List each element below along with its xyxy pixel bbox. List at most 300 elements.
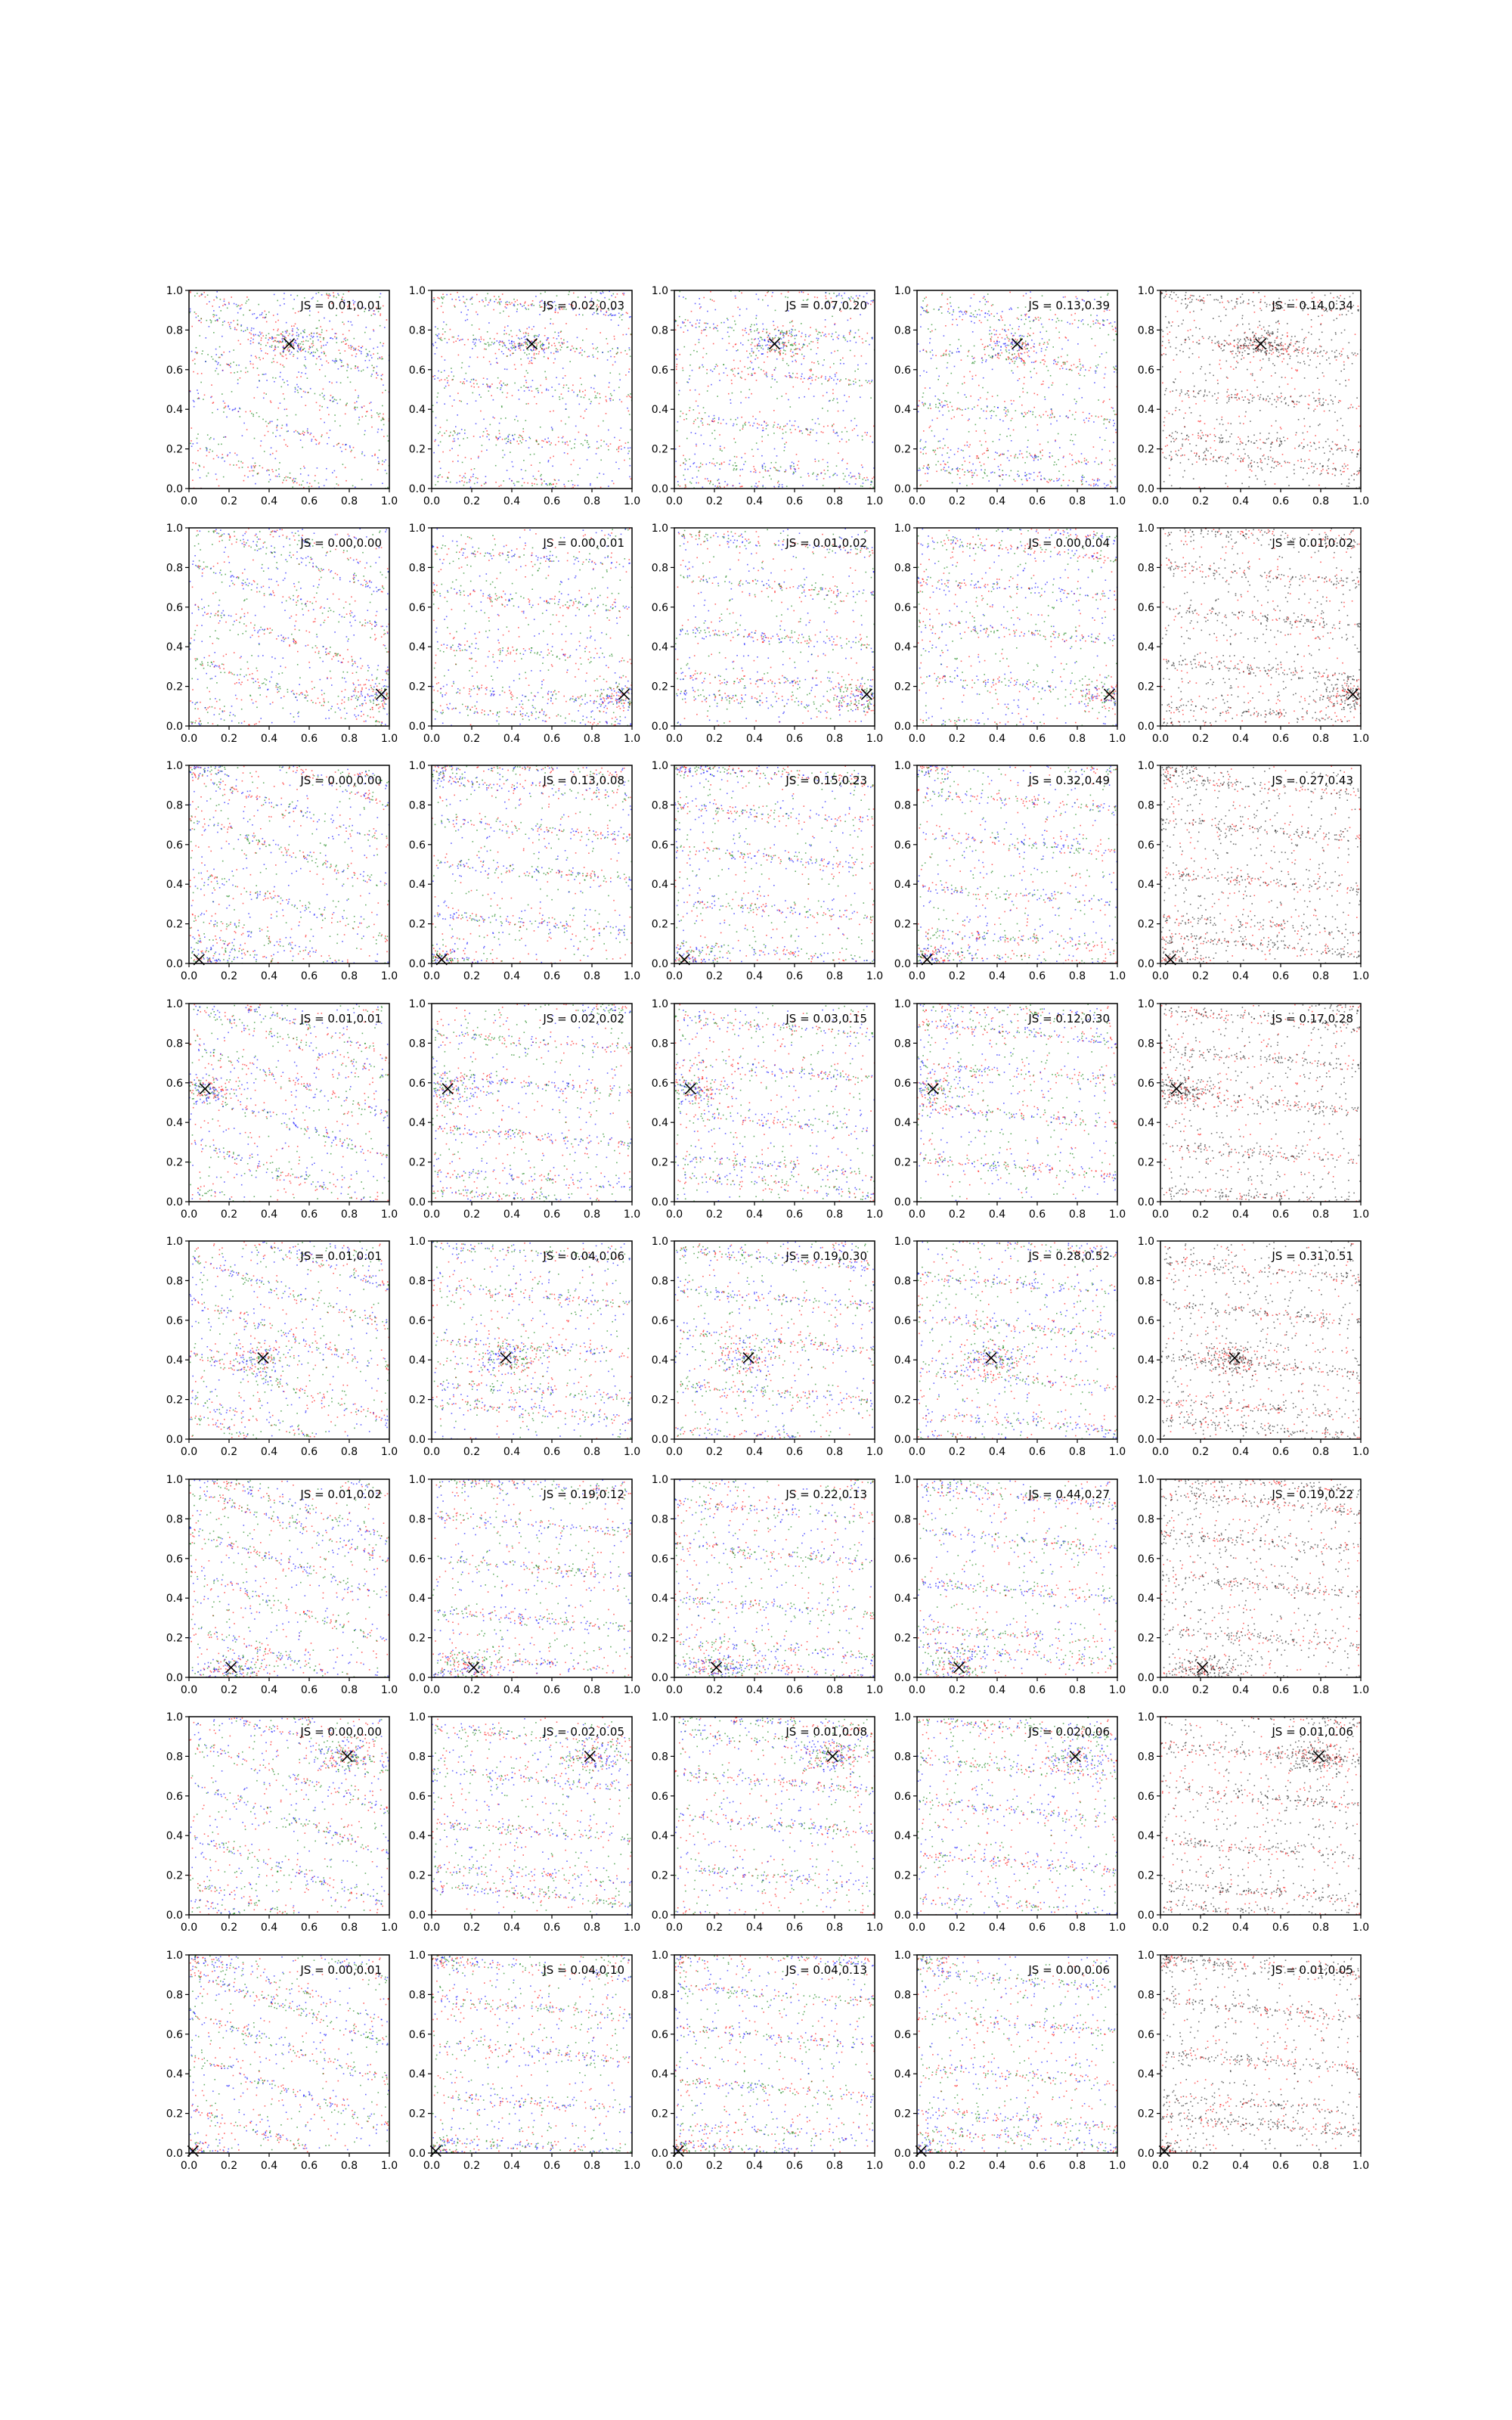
- point-blue: [609, 399, 611, 400]
- point-red: [852, 430, 854, 431]
- point-blue: [1079, 388, 1080, 389]
- point-blue: [837, 379, 838, 380]
- point-red: [282, 365, 284, 366]
- point-blue: [816, 476, 818, 477]
- point-blue: [508, 436, 510, 437]
- point-green: [467, 437, 469, 439]
- point-green: [1040, 343, 1041, 344]
- point-blue: [1046, 346, 1048, 348]
- point-red: [535, 343, 537, 344]
- point-red: [1109, 323, 1111, 324]
- point-blue: [270, 479, 271, 481]
- point-green: [732, 392, 733, 394]
- point-blue: [825, 377, 826, 378]
- point-red: [869, 383, 871, 384]
- point-red: [515, 301, 516, 302]
- point-red: [382, 374, 383, 376]
- point-blue: [593, 356, 594, 358]
- point-red: [479, 328, 480, 330]
- point-green: [233, 349, 234, 351]
- point-blue: [317, 467, 318, 469]
- point-blue: [682, 321, 683, 323]
- point-green: [211, 356, 212, 358]
- point-green: [948, 411, 950, 412]
- point-blue: [846, 401, 847, 402]
- point-green: [923, 453, 925, 455]
- point-blue: [701, 420, 702, 422]
- point-blue: [521, 345, 522, 346]
- point-blue: [801, 430, 802, 432]
- point-blue: [779, 470, 780, 472]
- point-green: [542, 343, 544, 344]
- point-green: [685, 458, 686, 460]
- point-green: [709, 483, 711, 485]
- point-green: [338, 295, 339, 296]
- point-blue: [748, 422, 750, 424]
- point-blue: [296, 335, 298, 337]
- point-red: [316, 358, 318, 360]
- point-red: [362, 416, 364, 417]
- point-blue: [344, 339, 345, 340]
- point-green: [589, 399, 590, 400]
- point-red: [734, 376, 736, 377]
- point-blue: [736, 350, 738, 352]
- point-green: [324, 353, 325, 355]
- point-blue: [599, 473, 600, 474]
- point-green: [934, 450, 936, 451]
- point-blue: [696, 327, 697, 328]
- point-blue: [210, 397, 212, 399]
- point-blue: [781, 347, 782, 349]
- point-blue: [866, 363, 867, 365]
- point-green: [962, 383, 963, 385]
- point-red: [200, 322, 202, 324]
- point-red: [277, 320, 279, 321]
- point-green: [1021, 479, 1023, 480]
- point-red: [1221, 460, 1222, 461]
- point-blue: [970, 306, 971, 307]
- point-blue: [827, 462, 829, 464]
- point-blue: [222, 458, 223, 459]
- point-red: [473, 383, 475, 385]
- point-green: [1016, 341, 1018, 343]
- point-red: [1015, 356, 1017, 358]
- point-green: [562, 343, 564, 345]
- point-blue: [759, 340, 761, 342]
- point-red: [521, 436, 522, 437]
- point-red: [773, 338, 775, 340]
- point-red: [1097, 478, 1098, 479]
- point-green: [629, 414, 631, 415]
- point-green: [749, 353, 751, 355]
- point-blue: [552, 428, 553, 430]
- point-red: [803, 292, 804, 293]
- point-blue: [283, 350, 284, 352]
- point-blue: [730, 399, 731, 401]
- point-blue: [776, 358, 778, 360]
- point-blue: [610, 313, 612, 315]
- point-blue: [979, 315, 981, 316]
- point-blue: [500, 384, 502, 386]
- point-green: [757, 348, 758, 349]
- point-green: [871, 381, 872, 383]
- point-blue: [630, 447, 631, 448]
- point-green: [334, 414, 336, 416]
- point-blue: [774, 448, 776, 450]
- point-green: [554, 332, 556, 334]
- y-tick-label: 0.0: [409, 483, 426, 495]
- point-red: [717, 325, 718, 327]
- point-red: [345, 337, 346, 339]
- point-green: [790, 406, 792, 408]
- point-green: [793, 466, 795, 467]
- point-blue: [1005, 474, 1007, 476]
- point-green: [288, 351, 290, 352]
- point-blue: [795, 420, 796, 422]
- point-green: [466, 299, 468, 300]
- point-red: [333, 292, 334, 293]
- point-blue: [493, 399, 494, 401]
- point-blue: [961, 449, 962, 451]
- point-blue: [365, 360, 367, 361]
- point-blue: [1050, 424, 1052, 425]
- point-red: [285, 337, 287, 339]
- point-red: [1010, 455, 1012, 457]
- point-blue: [696, 467, 698, 468]
- point-green: [782, 332, 783, 334]
- point-red: [1043, 381, 1044, 383]
- point-red: [557, 349, 559, 351]
- point-blue: [838, 335, 840, 337]
- point-red: [534, 354, 535, 355]
- point-green: [541, 348, 543, 349]
- point-red: [446, 430, 448, 432]
- point-red: [525, 346, 527, 348]
- point-blue: [556, 377, 557, 379]
- point-green: [321, 329, 323, 330]
- point-red: [614, 356, 615, 358]
- point-red: [623, 334, 624, 336]
- point-red: [981, 339, 982, 340]
- point-red: [280, 364, 281, 365]
- point-green: [1025, 340, 1027, 342]
- point-green: [476, 477, 477, 479]
- point-green: [959, 468, 961, 470]
- point-blue: [367, 354, 369, 355]
- point-green: [786, 346, 788, 347]
- point-blue: [611, 319, 612, 321]
- point-green: [723, 365, 724, 366]
- point-red: [1236, 325, 1238, 327]
- point-red: [1109, 399, 1111, 400]
- point-green: [496, 445, 497, 446]
- point-green: [536, 335, 538, 337]
- point-blue: [795, 471, 797, 473]
- point-blue: [925, 442, 927, 443]
- point-red: [777, 482, 779, 484]
- point-blue: [816, 440, 817, 442]
- point-green: [744, 424, 745, 425]
- point-green: [288, 347, 290, 349]
- point-blue: [840, 363, 841, 365]
- point-red: [767, 352, 769, 353]
- point-blue: [1062, 394, 1064, 396]
- point-green: [584, 440, 586, 442]
- point-red: [380, 315, 381, 316]
- point-blue: [1025, 345, 1027, 346]
- point-blue: [370, 402, 372, 403]
- point-blue: [291, 343, 293, 345]
- point-red: [977, 475, 978, 476]
- point-red: [608, 445, 609, 447]
- point-green: [352, 486, 354, 487]
- point-red: [1343, 349, 1344, 350]
- point-blue: [458, 335, 460, 337]
- point-green: [937, 407, 939, 408]
- point-red: [1198, 299, 1199, 301]
- point-green: [1076, 401, 1077, 402]
- point-blue: [300, 473, 302, 475]
- point-red: [931, 330, 933, 332]
- point-red: [441, 337, 442, 339]
- point-green: [499, 344, 500, 346]
- point-red: [728, 393, 730, 395]
- point-red: [1339, 400, 1340, 402]
- point-green: [505, 417, 507, 419]
- point-blue: [751, 348, 753, 349]
- point-green: [729, 336, 730, 337]
- point-blue: [1019, 336, 1021, 337]
- point-red: [498, 349, 500, 350]
- point-blue: [1070, 324, 1071, 325]
- point-blue: [1026, 293, 1027, 295]
- point-blue: [215, 349, 217, 350]
- point-green: [833, 399, 835, 400]
- point-red: [320, 326, 321, 327]
- point-blue: [810, 383, 812, 385]
- point-green: [526, 371, 528, 372]
- point-green: [231, 391, 233, 392]
- point-green: [1015, 454, 1017, 455]
- point-green: [779, 343, 780, 344]
- point-red: [1341, 351, 1343, 352]
- point-green: [506, 438, 507, 439]
- point-red: [807, 293, 809, 295]
- point-red: [483, 357, 485, 358]
- point-green: [1082, 475, 1083, 476]
- point-green: [781, 396, 782, 397]
- point-red: [1024, 343, 1026, 344]
- point-blue: [818, 338, 820, 340]
- point-red: [1358, 473, 1359, 475]
- point-red: [529, 361, 531, 362]
- point-red: [1231, 330, 1232, 331]
- point-red: [791, 355, 792, 357]
- point-green: [772, 337, 773, 339]
- point-blue: [251, 327, 253, 329]
- point-blue: [531, 360, 532, 361]
- point-green: [1017, 350, 1018, 352]
- point-red: [460, 339, 462, 340]
- js-annotation: JS = 0.01,0.01: [299, 299, 382, 312]
- point-red: [1084, 458, 1086, 460]
- point-blue: [971, 316, 972, 318]
- point-green: [850, 350, 851, 352]
- point-blue: [762, 468, 764, 470]
- point-blue: [286, 332, 287, 334]
- point-blue: [270, 454, 271, 455]
- point-red: [1175, 451, 1176, 452]
- point-green: [612, 399, 614, 401]
- point-red: [267, 353, 268, 355]
- point-red: [249, 411, 251, 412]
- point-blue: [586, 408, 587, 410]
- point-blue: [1022, 484, 1024, 486]
- point-blue: [451, 299, 453, 300]
- point-green: [818, 332, 820, 334]
- point-green: [866, 380, 867, 382]
- point-green: [1027, 392, 1028, 394]
- point-red: [302, 433, 303, 434]
- point-red: [433, 301, 435, 302]
- point-red: [1035, 317, 1036, 318]
- point-blue: [359, 350, 361, 352]
- point-red: [252, 470, 253, 472]
- point-red: [867, 333, 869, 334]
- point-blue: [767, 376, 768, 377]
- point-green: [525, 470, 527, 472]
- point-green: [1046, 349, 1047, 351]
- point-red: [628, 328, 630, 330]
- point-green: [755, 318, 757, 319]
- point-green: [925, 446, 926, 448]
- point-blue: [758, 338, 759, 340]
- point-green: [802, 346, 804, 348]
- point-red: [755, 470, 757, 471]
- point-red: [355, 368, 356, 369]
- point-green: [549, 483, 550, 485]
- point-green: [197, 315, 199, 317]
- point-blue: [841, 295, 843, 296]
- point-blue: [1049, 452, 1051, 454]
- point-blue: [1011, 333, 1012, 334]
- point-red: [1173, 359, 1175, 361]
- point-blue: [472, 348, 473, 349]
- point-green: [247, 371, 249, 373]
- point-blue: [735, 296, 736, 297]
- point-blue: [925, 312, 927, 313]
- point-blue: [742, 344, 744, 346]
- point-green: [813, 430, 814, 431]
- point-red: [1167, 445, 1168, 446]
- point-red: [1023, 361, 1024, 362]
- point-red: [265, 352, 267, 354]
- point-blue: [469, 479, 471, 480]
- point-red: [1235, 307, 1236, 309]
- point-green: [858, 330, 860, 331]
- point-blue: [614, 390, 615, 392]
- point-blue: [942, 455, 943, 456]
- point-blue: [597, 313, 599, 315]
- point-red: [259, 359, 261, 361]
- point-green: [227, 308, 228, 309]
- point-green: [751, 339, 753, 340]
- point-red: [1296, 404, 1297, 405]
- point-blue: [347, 367, 349, 368]
- point-blue: [476, 340, 477, 341]
- point-green: [1017, 458, 1018, 459]
- point-blue: [740, 402, 742, 404]
- point-blue: [374, 314, 376, 315]
- point-green: [771, 349, 773, 351]
- point-red: [222, 454, 223, 455]
- point-blue: [871, 482, 872, 483]
- point-green: [947, 462, 949, 464]
- point-blue: [1050, 414, 1052, 416]
- point-blue: [454, 441, 456, 442]
- point-blue: [324, 422, 325, 424]
- point-red: [584, 411, 586, 412]
- point-blue: [508, 441, 510, 442]
- point-blue: [317, 336, 318, 337]
- point-red: [925, 387, 926, 389]
- point-red: [975, 375, 977, 377]
- point-green: [985, 304, 987, 306]
- point-blue: [1033, 346, 1035, 348]
- point-green: [735, 462, 736, 464]
- point-red: [260, 348, 262, 349]
- point-green: [380, 296, 381, 298]
- point-blue: [280, 402, 281, 404]
- point-red: [494, 338, 495, 340]
- point-red: [351, 349, 352, 350]
- point-blue: [565, 404, 567, 405]
- point-green: [1024, 416, 1025, 417]
- point-green: [978, 309, 980, 311]
- x-tick-label: 0.6: [301, 495, 318, 507]
- point-blue: [531, 357, 533, 358]
- point-green: [630, 393, 631, 395]
- point-red: [273, 329, 274, 330]
- point-red: [978, 385, 980, 386]
- point-green: [530, 454, 531, 455]
- point-green: [264, 451, 265, 452]
- point-blue: [997, 407, 999, 408]
- point-blue: [784, 333, 785, 334]
- point-green: [923, 405, 925, 407]
- point-green: [782, 360, 784, 361]
- point-blue: [225, 436, 226, 438]
- point-green: [1022, 344, 1024, 346]
- point-red: [984, 464, 985, 465]
- point-blue: [1033, 320, 1035, 321]
- point-green: [944, 400, 946, 402]
- point-green: [1107, 419, 1108, 420]
- point-red: [866, 477, 868, 479]
- point-blue: [274, 381, 275, 383]
- point-red: [209, 451, 210, 453]
- point-red: [373, 353, 374, 355]
- point-blue: [826, 292, 827, 293]
- point-green: [770, 479, 772, 480]
- point-red: [504, 327, 506, 328]
- point-red: [439, 461, 441, 463]
- point-green: [578, 474, 579, 476]
- point-red: [243, 480, 245, 482]
- point-blue: [969, 315, 971, 317]
- point-red: [319, 442, 321, 444]
- point-blue: [748, 357, 749, 358]
